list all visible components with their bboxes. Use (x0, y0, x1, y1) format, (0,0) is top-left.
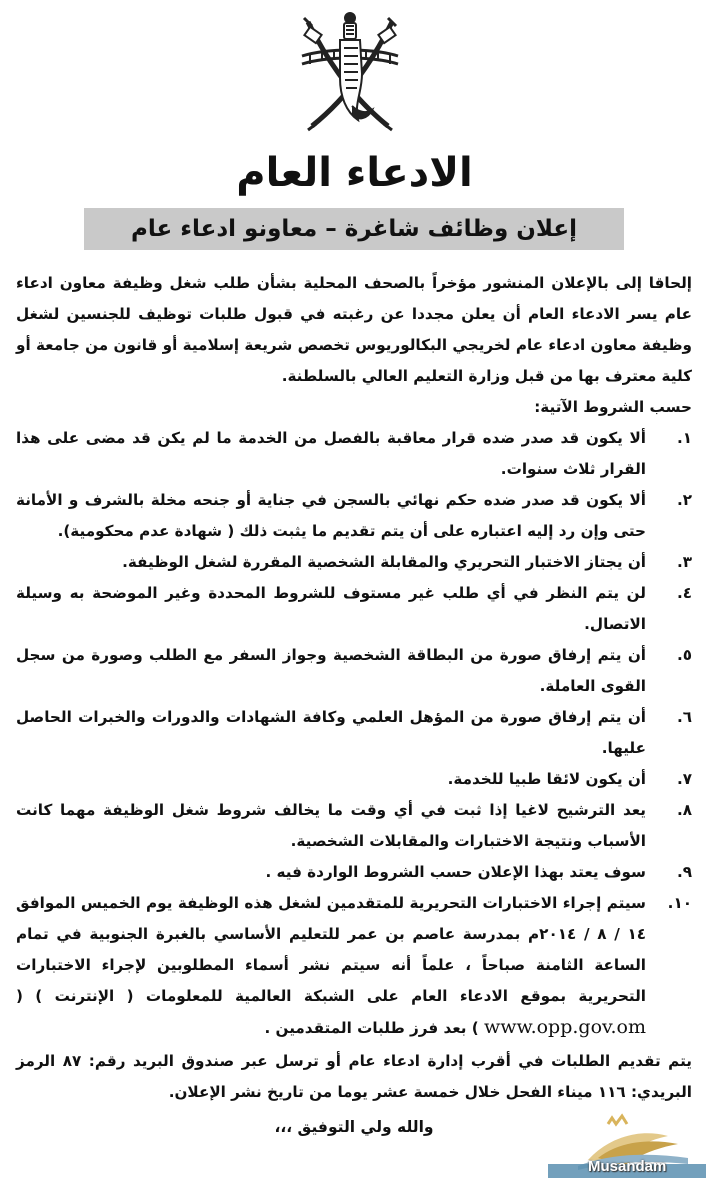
condition-item (16, 423, 692, 485)
website-link[interactable]: www.opp.gov.om (484, 1016, 646, 1038)
exam-text-before-url: سيتم إجراء الاختبارات التحريرية للمتقدمين لشغل هذه الوظيفة يوم الخميس الموافق ١٤ / ٨ / ٢٠١٤م بمدرسة عاصم بن عمر للتعليم الأساسي بالغبرة الجنوبية في تمام الساعة الثامنة صباحاً ، علماً أنه سيتم نشر أسماء المطلوبين لإجراء الاختبارات التحريرية بموقع الادعاء العام على الشبكة العالمية للمعلومات ( الإنترنت ) ( (16, 894, 646, 1005)
condition-item (16, 578, 692, 640)
intro-paragraph: إلحاقا إلى بالإعلان المنشور مؤخراً بالصحف المحلية بشأن طلب شغل وظيفة معاون ادعاء عام يسر الادعاء العام أن يعلن مجددا عن رغبته في قبول طلبات توظيف للجنسين لشغل وظيفة معاون ادعاء عام لخريجي البكالوريوس تخصص شريعة إسلامية أو قانون من جامعة أو كلية معترف بها من قبل وزارة التعليم العالي بالسلطنة. (16, 274, 692, 385)
condition-number: ٧. (676, 770, 692, 788)
exam-text-after-url: ) بعد فرز طلبات المتقدمين . (264, 1019, 479, 1037)
condition-number: ٢. (676, 491, 692, 509)
watermark-text: Musandam (588, 1158, 667, 1175)
condition-item (16, 795, 692, 857)
condition-text: لن يتم النظر في أي طلب غير مستوف للشروط المحددة وغير الموضحة به وسيلة الاتصال. (16, 584, 646, 633)
announcement-body (16, 268, 692, 1143)
condition-item (16, 485, 692, 547)
condition-text: يعد الترشيح لاغيا إذا ثبت في أي وقت ما يخالف شروط شغل الوظيفة مهما كانت الأسباب ونتيجة الاختبارات والمقابلات الشخصية. (16, 801, 646, 850)
condition-item (16, 547, 692, 578)
condition-number: ٥. (676, 646, 692, 664)
page-title: الادعاء العام (236, 150, 473, 196)
condition-text: أن يجتاز الاختبار التحريري والمقابلة الشخصية المقررة لشغل الوظيفة. (122, 553, 646, 571)
condition-number: ٦. (676, 708, 692, 726)
condition-number: ١. (676, 429, 692, 447)
condition-item (16, 764, 692, 795)
conditions-heading: حسب الشروط الآتية: (534, 398, 692, 416)
condition-number: ٣. (676, 553, 692, 571)
oman-khanjar-emblem-icon (288, 8, 412, 143)
announcement-banner: إعلان وظائف شاغرة – معاونو ادعاء عام (84, 208, 624, 250)
condition-number: ٤. (676, 584, 692, 602)
submission-paragraph: يتم تقديم الطلبات في أقرب إدارة ادعاء عام أو ترسل عبر صندوق البريد رقم: ٨٧ الرمز البريدي: ١١٦ ميناء الفحل خلال خمسة عشر يوما من تاريخ نشر الإعلان. (16, 1052, 692, 1101)
condition-item (16, 857, 692, 888)
condition-number: ٩. (676, 863, 692, 881)
condition-text: أن يكون لائقا طبيا للخدمة. (447, 770, 646, 788)
condition-number: ٨. (676, 801, 692, 819)
condition-item (16, 640, 692, 702)
condition-text: أن يتم إرفاق صورة من المؤهل العلمي وكافة الشهادات والدورات والخبرات الحاصل عليها. (16, 708, 646, 757)
condition-text: سوف يعتد بهذا الإعلان حسب الشروط الواردة فيه . (265, 863, 646, 881)
condition-item-exam (16, 888, 692, 1044)
condition-text: ألا يكون قد صدر ضده حكم نهائي بالسجن في جناية أو جنحه مخلة بالشرف و الأمانة حتى وإن رد إليه اعتباره على أن يتم تقديم ما يثبت ذلك ( شهادة عدم محكومية). (16, 491, 646, 540)
signoff: والله ولي التوفيق ،،، (274, 1118, 434, 1136)
condition-item (16, 702, 692, 764)
condition-text (16, 888, 646, 1044)
condition-number: ١٠. (667, 894, 692, 912)
condition-text: أن يتم إرفاق صورة من البطاقة الشخصية وجواز السفر مع الطلب وصورة من سجل القوى العاملة. (16, 646, 646, 695)
condition-text: ألا يكون قد صدر ضده قرار معاقبة بالفصل من الخدمة ما لم يكن قد مضى على هذا القرار ثلاث سنوات. (16, 429, 646, 478)
